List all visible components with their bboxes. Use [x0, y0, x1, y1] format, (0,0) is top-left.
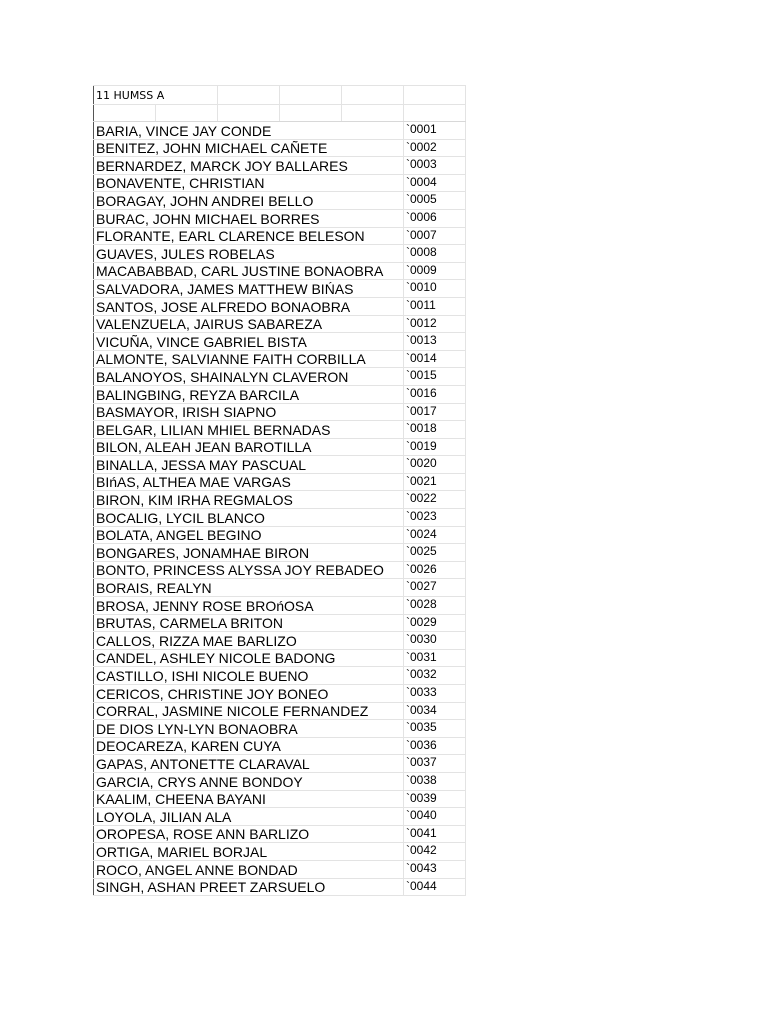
- student-number: `0016: [404, 385, 466, 403]
- student-name: CERICOS, CHRISTINE JOY BONEO: [94, 685, 404, 703]
- section-title-row: [94, 86, 466, 105]
- student-name: BONTO, PRINCESS ALYSSA JOY REBADEO: [94, 561, 404, 579]
- student-number: `0001: [404, 122, 466, 140]
- student-name: MACABABBAD, CARL JUSTINE BONAOBRA: [94, 262, 404, 280]
- section-title: 11 HUMSS A: [94, 86, 218, 105]
- student-row: [94, 227, 466, 245]
- student-row: [94, 685, 466, 703]
- student-row: [94, 825, 466, 843]
- student-row: [94, 860, 466, 878]
- student-row: [94, 473, 466, 491]
- student-row: [94, 315, 466, 333]
- student-row: [94, 157, 466, 175]
- student-number: `0034: [404, 702, 466, 720]
- student-name: CORRAL, JASMINE NICOLE FERNANDEZ: [94, 702, 404, 720]
- student-row: [94, 280, 466, 298]
- student-number: `0011: [404, 297, 466, 315]
- student-name: ORTIGA, MARIEL BORJAL: [94, 843, 404, 861]
- student-row: [94, 843, 466, 861]
- student-number: `0024: [404, 526, 466, 544]
- student-row: [94, 368, 466, 386]
- student-number: `0017: [404, 403, 466, 421]
- student-name: VICUÑA, VINCE GABRIEL BISTA: [94, 333, 404, 351]
- student-row: [94, 667, 466, 685]
- student-name: GARCIA, CRYS ANNE BONDOY: [94, 772, 404, 790]
- student-row: [94, 297, 466, 315]
- student-row: [94, 632, 466, 650]
- student-row: [94, 209, 466, 227]
- student-name: BOCALIG, LYCIL BLANCO: [94, 509, 404, 527]
- student-number: `0041: [404, 825, 466, 843]
- student-row: [94, 649, 466, 667]
- student-number: `0013: [404, 333, 466, 351]
- student-name: OROPESA, ROSE ANN BARLIZO: [94, 825, 404, 843]
- student-number: `0023: [404, 509, 466, 527]
- student-name: LOYOLA, JILIAN ALA: [94, 808, 404, 826]
- student-row: [94, 597, 466, 615]
- student-row: [94, 755, 466, 773]
- student-row: [94, 350, 466, 368]
- student-number: `0002: [404, 139, 466, 157]
- student-number: `0027: [404, 579, 466, 597]
- student-name: BRUTAS, CARMELA BRITON: [94, 614, 404, 632]
- student-row: [94, 262, 466, 280]
- student-name: BILON, ALEAH JEAN BAROTILLA: [94, 438, 404, 456]
- student-name: BINALLA, JESSA MAY PASCUAL: [94, 456, 404, 474]
- student-number: `0031: [404, 649, 466, 667]
- student-name: DE DIOS LYN-LYN BONAOBRA: [94, 720, 404, 738]
- student-row: [94, 192, 466, 210]
- student-row: [94, 737, 466, 755]
- student-number: `0032: [404, 667, 466, 685]
- student-number: `0044: [404, 878, 466, 896]
- student-name: BONGARES, JONAMHAE BIRON: [94, 544, 404, 562]
- student-name: CASTILLO, ISHI NICOLE BUENO: [94, 667, 404, 685]
- student-row: [94, 421, 466, 439]
- student-row: [94, 614, 466, 632]
- student-row: [94, 403, 466, 421]
- student-name: CANDEL, ASHLEY NICOLE BADONG: [94, 649, 404, 667]
- student-number: `0029: [404, 614, 466, 632]
- student-name: GAPAS, ANTONETTE CLARAVAL: [94, 755, 404, 773]
- student-row: [94, 174, 466, 192]
- student-name: DEOCAREZA, KAREN CUYA: [94, 737, 404, 755]
- student-number: `0003: [404, 157, 466, 175]
- student-number: `0004: [404, 174, 466, 192]
- student-name: BELGAR, LILIAN MHIEL BERNADAS: [94, 421, 404, 439]
- student-row: [94, 509, 466, 527]
- student-row: [94, 720, 466, 738]
- student-number: `0021: [404, 473, 466, 491]
- student-number: `0019: [404, 438, 466, 456]
- student-number: `0007: [404, 227, 466, 245]
- student-number: `0043: [404, 860, 466, 878]
- student-row: [94, 333, 466, 351]
- student-number: `0028: [404, 597, 466, 615]
- student-name: BURAC, JOHN MICHAEL BORRES: [94, 209, 404, 227]
- student-row: [94, 526, 466, 544]
- student-name: ALMONTE, SALVIANNE FAITH CORBILLA: [94, 350, 404, 368]
- student-name: BORAIS, REALYN: [94, 579, 404, 597]
- student-name: BALINGBING, REYZA BARCILA: [94, 385, 404, 403]
- student-name: SANTOS, JOSE ALFREDO BONAOBRA: [94, 297, 404, 315]
- student-number: `0022: [404, 491, 466, 509]
- student-row: [94, 385, 466, 403]
- student-row: [94, 438, 466, 456]
- student-number: `0040: [404, 808, 466, 826]
- student-number: `0005: [404, 192, 466, 210]
- student-row: [94, 544, 466, 562]
- student-name: BONAVENTE, CHRISTIAN: [94, 174, 404, 192]
- student-row: [94, 561, 466, 579]
- student-number: `0020: [404, 456, 466, 474]
- student-name: BALANOYOS, SHAINALYN CLAVERON: [94, 368, 404, 386]
- student-row: [94, 491, 466, 509]
- student-name: FLORANTE, EARL CLARENCE BELESON: [94, 227, 404, 245]
- student-name: BARIA, VINCE JAY CONDE: [94, 122, 404, 140]
- student-row: [94, 772, 466, 790]
- student-number: `0042: [404, 843, 466, 861]
- student-number: `0035: [404, 720, 466, 738]
- student-number: `0015: [404, 368, 466, 386]
- student-name: CALLOS, RIZZA MAE BARLIZO: [94, 632, 404, 650]
- student-number: `0030: [404, 632, 466, 650]
- student-row: [94, 878, 466, 896]
- student-row: [94, 790, 466, 808]
- student-number: `0038: [404, 772, 466, 790]
- student-name: BIRON, KIM IRHA REGMALOS: [94, 491, 404, 509]
- student-name: SINGH, ASHAN PREET ZARSUELO: [94, 878, 404, 896]
- student-number: `0039: [404, 790, 466, 808]
- student-row: [94, 808, 466, 826]
- student-number: `0006: [404, 209, 466, 227]
- student-name: GUAVES, JULES ROBELAS: [94, 245, 404, 263]
- student-name: BASMAYOR, IRISH SIAPNO: [94, 403, 404, 421]
- student-number: `0025: [404, 544, 466, 562]
- student-name: SALVADORA, JAMES MATTHEW BIŃAS: [94, 280, 404, 298]
- student-row: [94, 245, 466, 263]
- student-number: `0009: [404, 262, 466, 280]
- student-row: [94, 456, 466, 474]
- student-name: ROCO, ANGEL ANNE BONDAD: [94, 860, 404, 878]
- blank-row: [94, 105, 466, 122]
- student-name: BIńAS, ALTHEA MAE VARGAS: [94, 473, 404, 491]
- student-number: `0012: [404, 315, 466, 333]
- student-row: [94, 702, 466, 720]
- student-name: BOLATA, ANGEL BEGINO: [94, 526, 404, 544]
- student-number: `0008: [404, 245, 466, 263]
- student-list-sheet: [93, 85, 466, 896]
- student-number: `0018: [404, 421, 466, 439]
- student-name: BENITEZ, JOHN MICHAEL CAÑETE: [94, 139, 404, 157]
- student-row: [94, 122, 466, 140]
- student-name: BROSA, JENNY ROSE BROńOSA: [94, 597, 404, 615]
- student-name: BERNARDEZ, MARCK JOY BALLARES: [94, 157, 404, 175]
- student-name: KAALIM, CHEENA BAYANI: [94, 790, 404, 808]
- student-number: `0036: [404, 737, 466, 755]
- student-number: `0014: [404, 350, 466, 368]
- student-row: [94, 139, 466, 157]
- student-name: VALENZUELA, JAIRUS SABAREZA: [94, 315, 404, 333]
- student-number: `0033: [404, 685, 466, 703]
- student-number: `0026: [404, 561, 466, 579]
- student-number: `0010: [404, 280, 466, 298]
- student-name: BORAGAY, JOHN ANDREI BELLO: [94, 192, 404, 210]
- student-row: [94, 579, 466, 597]
- student-number: `0037: [404, 755, 466, 773]
